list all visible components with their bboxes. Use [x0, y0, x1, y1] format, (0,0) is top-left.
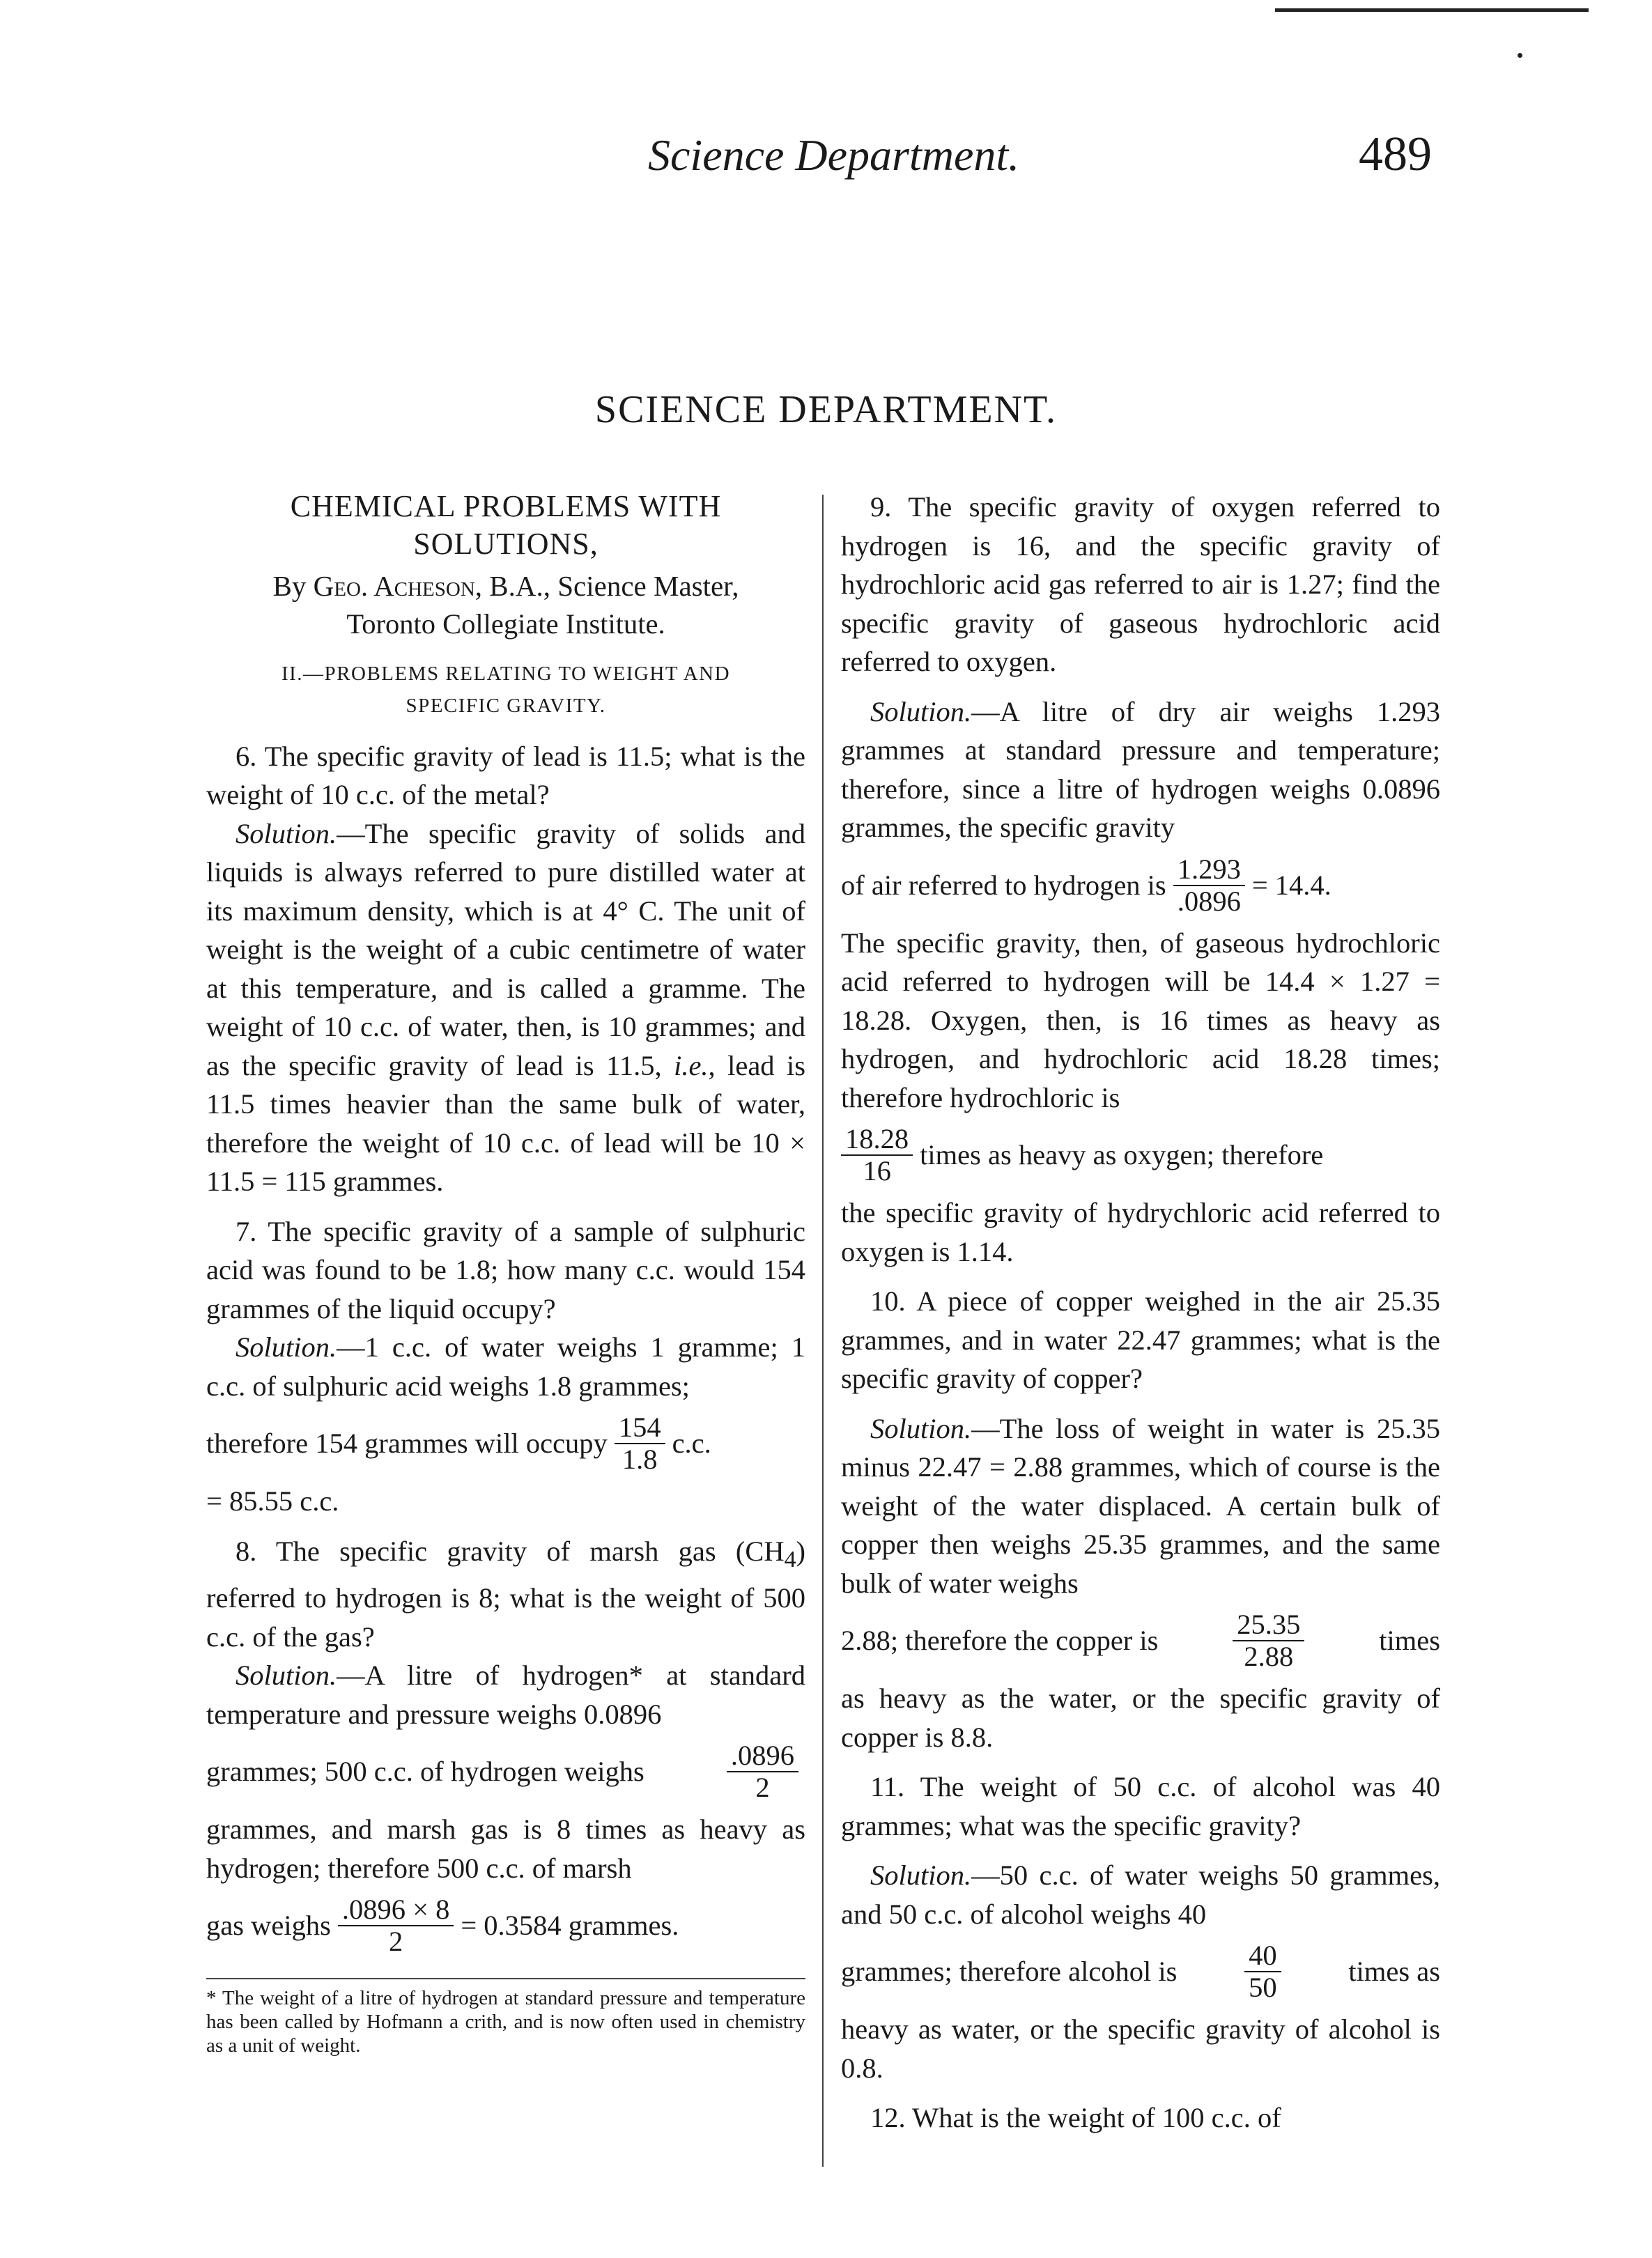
question-text: ) referred to hydrogen is 8; what is the weight of 500 c.c. of the gas?: [206, 1535, 805, 1653]
fraction: [615, 1412, 665, 1475]
running-title: Science Department.: [648, 130, 1020, 180]
footnote: * The weight of a litre of hydrogen at standard pressure and temperature has been called by Hofmann a crith, and is now often used in chemistry as a unit of weight.: [206, 1987, 805, 2057]
equation-text: = 0.3584 grammes.: [461, 1910, 679, 1942]
problem-8-equation-2: [206, 1894, 805, 1957]
solution-text: —A litre of hydrogen* at standard temperature and pressure weighs 0.0896: [206, 1660, 805, 1730]
equation-text: = 14.4.: [1251, 869, 1331, 901]
solution-text: —50 c.c. of water weighs 50 grammes, and 50 c.c. of alcohol weighs 40: [841, 1859, 1440, 1930]
fraction-numerator: 18.28: [841, 1124, 913, 1156]
problem-9-solution-end: the specific gravity of hydrychloric acid referred to oxygen is 1.14.: [841, 1197, 1440, 1267]
fraction-denominator: 1.8: [622, 1444, 658, 1475]
problem-9-question: 9. The specific gravity of oxygen referred to hydrogen is 16, and the specific gravity of hydrochloric acid gas referred to air is 1.27; find the specific gravity of gaseous hydrochloric acid referred to oxygen.: [841, 491, 1440, 677]
fraction-numerator: 25.35: [1233, 1609, 1304, 1641]
footnote-rule: [206, 1978, 805, 1979]
fraction-denominator: 2.88: [1244, 1641, 1294, 1672]
problem-9-solution: [841, 693, 1440, 847]
fraction-numerator: .0896 × 8: [338, 1894, 454, 1926]
fraction: [1173, 854, 1245, 917]
fraction-denominator: .0896: [1177, 885, 1241, 917]
solution-text: —The specific gravity of solids and liquids is always referred to pure distilled water at its maximum density, which is at 4° C. The unit of weight is the weight of a cubic centimetre of water at this temperature, and is called a gramme. The weight of 10 c.c. of water, then, is 10 grammes; and as the specific gravity of lead is 11.5,: [206, 817, 805, 1081]
problem-10-solution-end: as heavy as the water, or the specific gravity of copper is 8.8.: [841, 1683, 1440, 1753]
solution-label: Solution.: [236, 1660, 337, 1692]
problem-10-solution: [841, 1409, 1440, 1603]
fraction: [841, 1124, 913, 1186]
solution-label: Solution.: [870, 1859, 972, 1891]
page-number: 489: [1359, 127, 1432, 181]
problem-11-question: 11. The weight of 50 c.c. of alcohol was 40 grammes; what was the specific gravity?: [841, 1771, 1440, 1841]
problem-11-equation: [841, 1940, 1440, 2003]
left-column: [206, 488, 805, 2057]
fraction: [727, 1740, 798, 1803]
fraction-numerator: 154: [615, 1412, 665, 1444]
equation-text: times as heavy as oxygen; therefore: [920, 1139, 1324, 1171]
fraction-numerator: 40: [1244, 1940, 1281, 1972]
equation-text: 2.88; therefore the copper is: [841, 1625, 1159, 1657]
fraction-numerator: 1.293: [1173, 854, 1245, 886]
byline: [206, 567, 805, 605]
equation-text: c.c.: [672, 1428, 711, 1460]
problem-8-solution-cont: grammes, and marsh gas is 8 times as heavy as hydrogen; therefore 500 c.c. of marsh: [206, 1814, 805, 1884]
equation-text: times as: [1348, 1956, 1440, 1988]
fraction-denominator: 50: [1249, 1972, 1277, 2003]
fraction-denominator: 16: [863, 1155, 891, 1186]
solution-label: Solution.: [870, 695, 972, 727]
column-divider: [822, 495, 824, 2167]
problem-9-solution-cont: The specific gravity, then, of gaseous hydrochloric acid referred to hydrogen will be 14.4 × 1.27 = 18.28. Oxygen, then, is 16 times as heavy as hydrogen, and hydrochloric acid 18.28 times; therefore hydrochloric is: [841, 927, 1440, 1113]
fraction-numerator: .0896: [727, 1740, 798, 1772]
solution-text: —The loss of weight in water is 25.35 minus 22.47 = 2.88 grammes, which of course is the weight of the water displaced. A certain bulk of copper then weighs 25.35 grammes, and the same bulk of water weighs: [841, 1412, 1440, 1599]
question-text: 8. The specific gravity of marsh gas (CH: [236, 1535, 785, 1567]
solution-label: Solution.: [870, 1412, 972, 1444]
equation-text: grammes; therefore alcohol is: [841, 1956, 1178, 1988]
problem-8-question: [206, 1532, 805, 1657]
problem-10-question: 10. A piece of copper weighed in the air 25.35 grammes, and in water 22.47 grammes; what is the specific gravity of copper?: [841, 1285, 1440, 1394]
problem-8-equation-1: [206, 1740, 805, 1803]
problem-9-equation-1: [841, 854, 1440, 917]
problem-6-solution: [206, 814, 805, 1201]
section-title: SCIENCE DEPARTMENT.: [594, 388, 1058, 431]
fraction-denominator: 2: [388, 1926, 403, 1958]
problem-9-equation-2: [841, 1124, 1440, 1186]
subhead: [206, 658, 805, 722]
problem-7-result: = 85.55 c.c.: [206, 1485, 339, 1517]
fraction: [1233, 1609, 1304, 1672]
byline-institution: Toronto Collegiate Institute.: [346, 608, 665, 640]
equation-text: of air referred to hydrogen is: [841, 869, 1166, 901]
solution-label: Solution.: [236, 1331, 337, 1363]
problem-12-question: 12. What is the weight of 100 c.c. of: [870, 2102, 1281, 2133]
ie-abbrev: i.e.: [674, 1049, 709, 1081]
fraction: [338, 1894, 454, 1957]
problem-7-solution: [206, 1328, 805, 1405]
author-name: Geo. Acheson: [313, 570, 475, 602]
problem-10-equation: [841, 1609, 1440, 1672]
running-head: [0, 117, 1652, 194]
problem-11-solution: [841, 1856, 1440, 1933]
top-rule: [1275, 8, 1589, 12]
subscript: 4: [784, 1546, 796, 1572]
problem-11-solution-end: heavy as water, or the specific gravity of alcohol is 0.8.: [841, 2013, 1440, 2084]
equation-text: therefore 154 grammes will occupy: [206, 1428, 608, 1460]
solution-text: —A litre of dry air weighs 1.293 grammes at standard pressure and temperature; therefore, since a litre of hydrogen weighs 0.0896 grammes, the specific gravity: [841, 695, 1440, 843]
equation-text: grammes; 500 c.c. of hydrogen weighs: [206, 1756, 644, 1788]
problem-6-question: 6. The specific gravity of lead is 11.5; what is the weight of 10 c.c. of the metal?: [206, 740, 805, 810]
problem-7-equation: [206, 1412, 805, 1475]
stray-mark: [1518, 53, 1522, 58]
solution-label: Solution.: [236, 817, 337, 849]
right-column: [841, 488, 1440, 2137]
article-title-line1: CHEMICAL PROBLEMS WITH: [290, 489, 722, 523]
subhead-line2: SPECIFIC GRAVITY.: [406, 694, 606, 717]
problem-7-question: 7. The specific gravity of a sample of sulphuric acid was found to be 1.8; how many c.c. would 154 grammes of the liquid occupy?: [206, 1215, 805, 1324]
fraction-denominator: 2: [755, 1772, 770, 1804]
article-title-line2: SOLUTIONS,: [413, 527, 599, 561]
solution-text: —1 c.c. of water weighs 1 gramme; 1 c.c. of sulphuric acid weighs 1.8 grammes;: [206, 1331, 805, 1402]
fraction: [1244, 1940, 1281, 2003]
byline-by: By: [272, 570, 307, 602]
equation-text: gas weighs: [206, 1910, 331, 1942]
subhead-line1: II.—PROBLEMS RELATING TO WEIGHT AND: [281, 662, 731, 685]
solution-text: , lead is 11.5 times heavier than the same bulk of water, therefore the weight of 10 c.c. of lead will be 10 × 11.5 = 115 grammes.: [206, 1049, 806, 1197]
byline-rest: , B.A., Science Master,: [474, 570, 739, 602]
equation-text: times: [1379, 1625, 1440, 1657]
problem-8-solution: [206, 1656, 805, 1733]
